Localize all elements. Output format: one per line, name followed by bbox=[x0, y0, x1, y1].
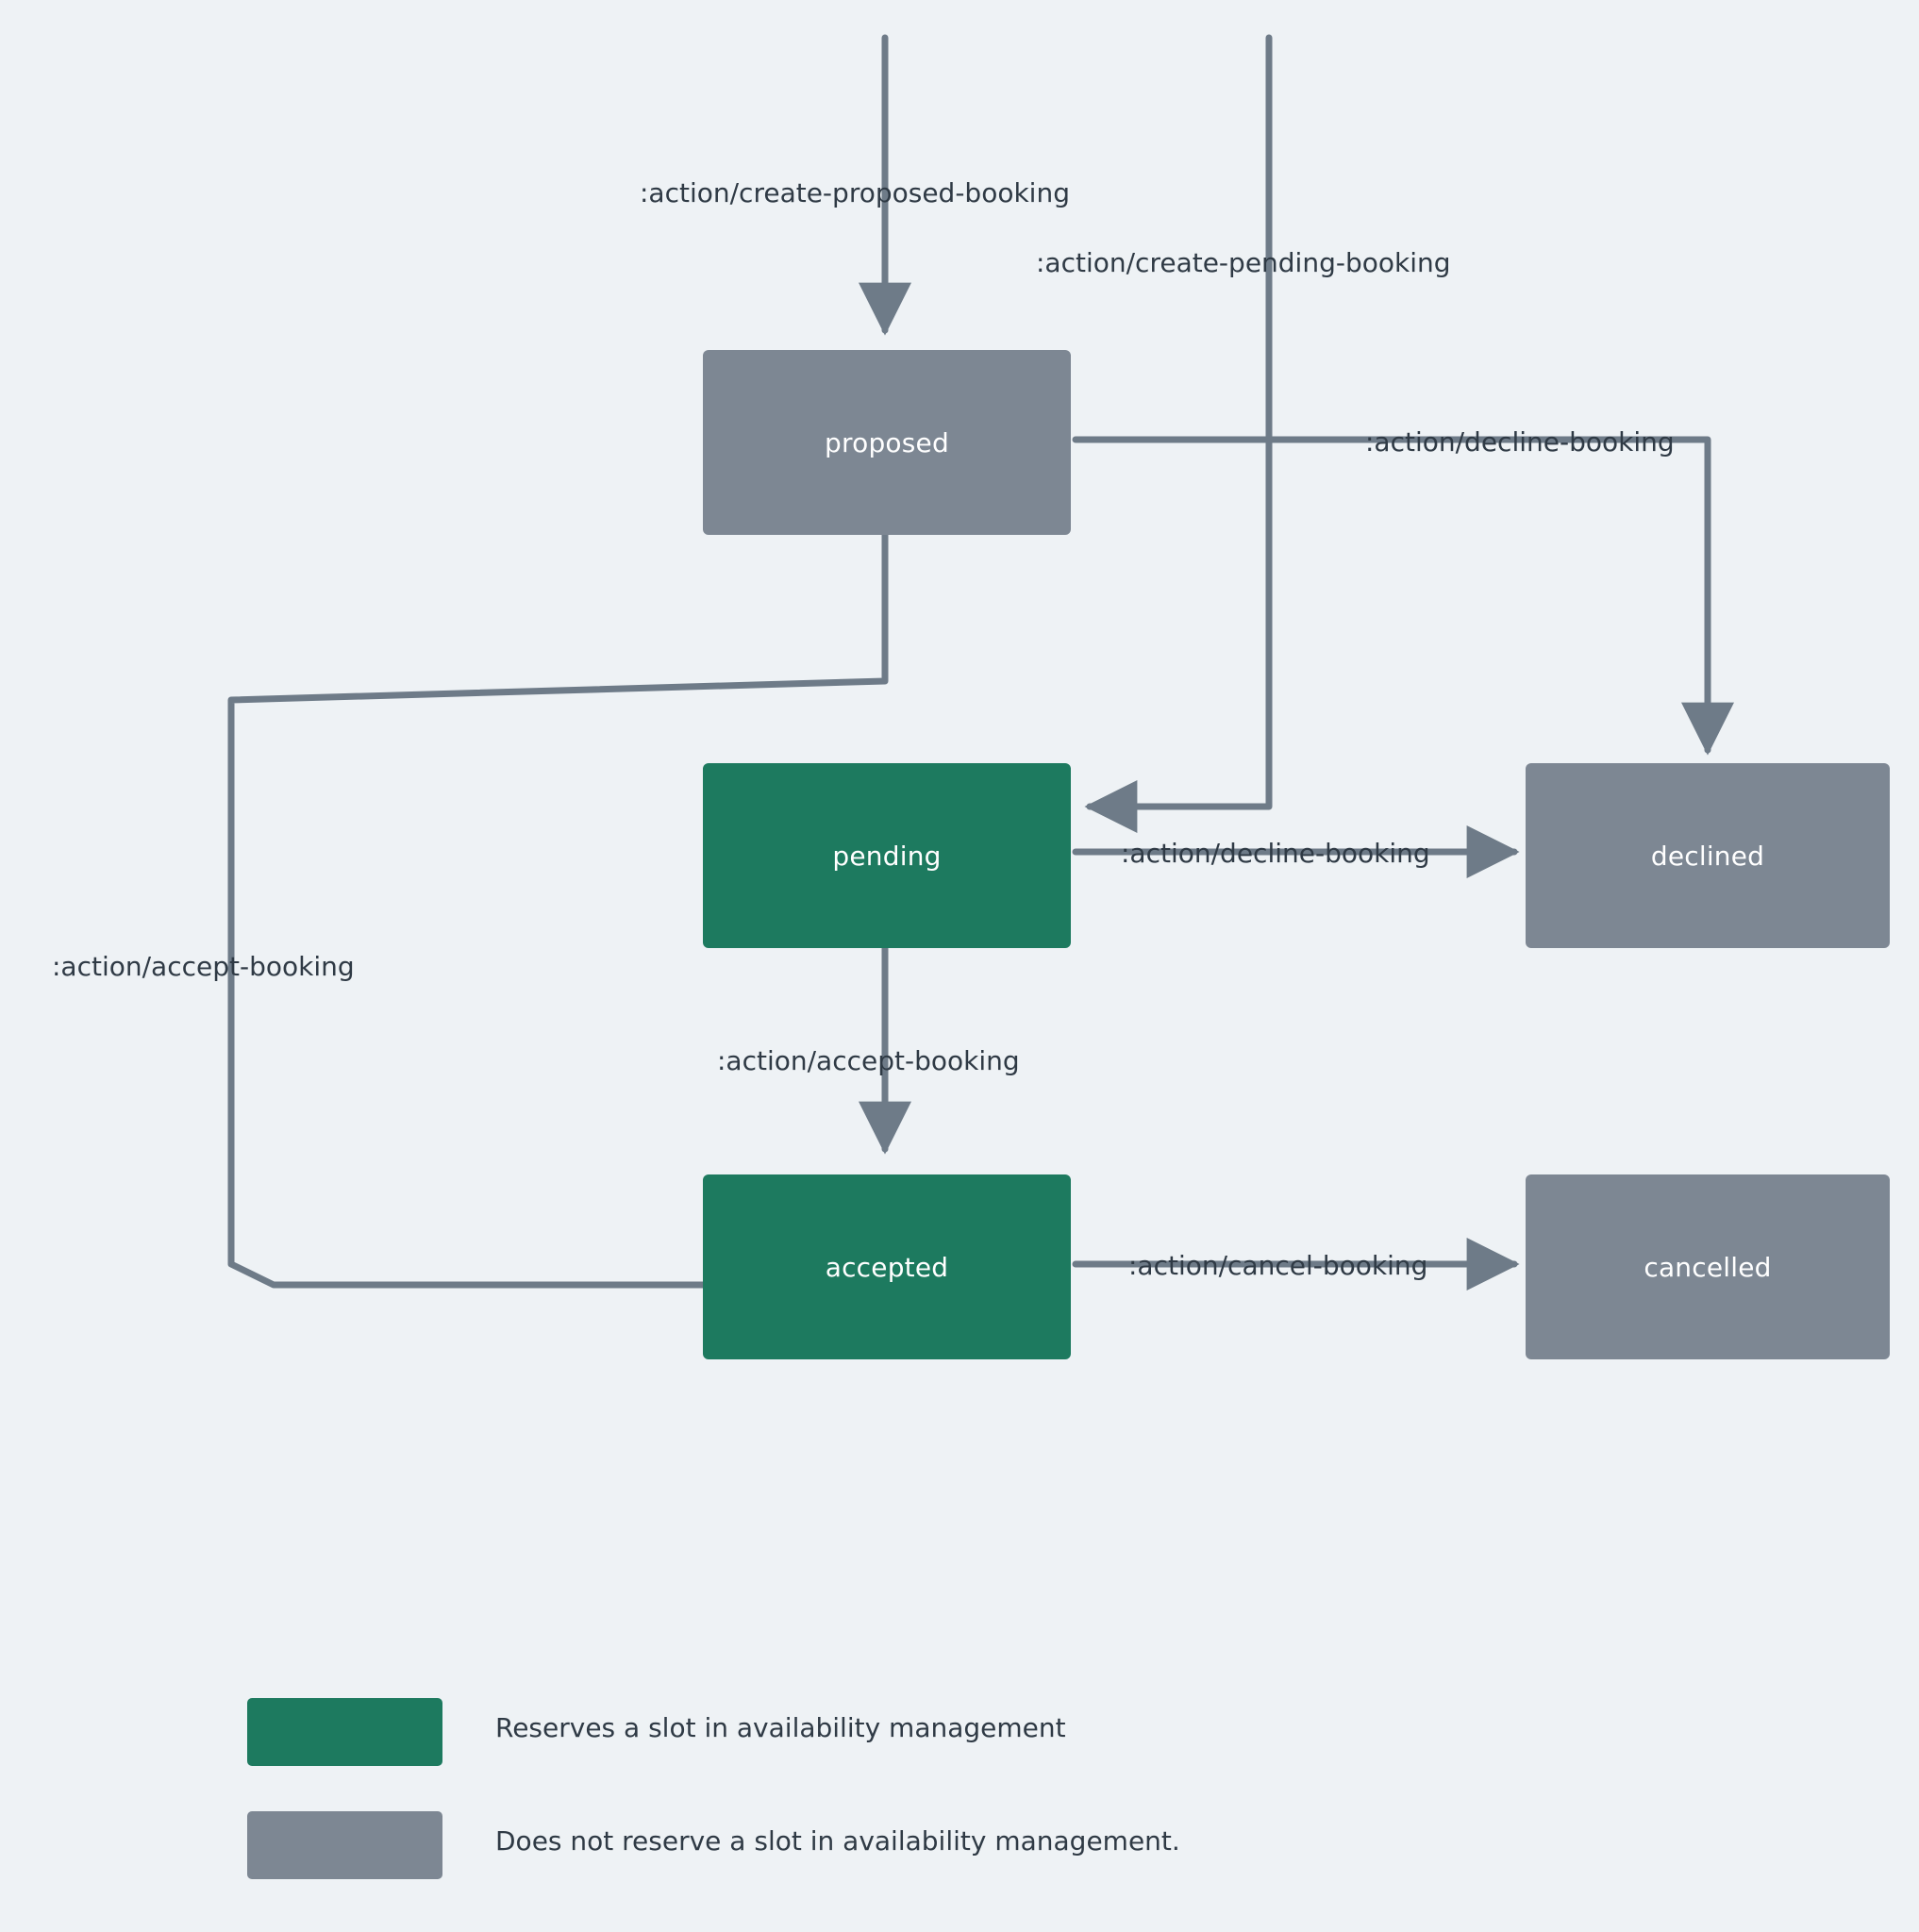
node-label: proposed bbox=[825, 426, 949, 458]
edge-decline-booking-proposed bbox=[1076, 440, 1708, 750]
node-pending[interactable] bbox=[703, 763, 1071, 948]
edge-label-decline-booking-proposed: :action/decline-booking bbox=[1365, 426, 1675, 458]
edge-label-cancel-booking: :action/cancel-booking bbox=[1128, 1250, 1428, 1281]
node-declined[interactable] bbox=[1526, 763, 1890, 948]
node-label: accepted bbox=[825, 1251, 949, 1283]
node-cancelled[interactable] bbox=[1526, 1174, 1890, 1359]
legend-swatch-non-reserving bbox=[247, 1811, 442, 1879]
legend-label-reserving: Reserves a slot in availability management bbox=[495, 1712, 1066, 1743]
edge-label-create-pending-booking: :action/create-pending-booking bbox=[1036, 247, 1451, 278]
node-proposed[interactable] bbox=[703, 350, 1071, 535]
edge-label-create-proposed-booking: :action/create-proposed-booking bbox=[640, 177, 1070, 208]
edge-create-pending-booking bbox=[1090, 38, 1269, 807]
node-label: pending bbox=[832, 840, 942, 872]
edge-label-decline-booking-pending: :action/decline-booking bbox=[1121, 838, 1430, 869]
node-accepted[interactable] bbox=[703, 1174, 1071, 1359]
legend-swatch-reserving bbox=[247, 1698, 442, 1766]
node-label: declined bbox=[1650, 840, 1765, 872]
edge-label-accept-booking-proposed: :action/accept-booking bbox=[52, 951, 355, 982]
edge-label-accept-booking-pending: :action/accept-booking bbox=[717, 1045, 1020, 1076]
node-label: cancelled bbox=[1644, 1251, 1772, 1283]
legend-label-non-reserving: Does not reserve a slot in availability management. bbox=[495, 1825, 1180, 1857]
